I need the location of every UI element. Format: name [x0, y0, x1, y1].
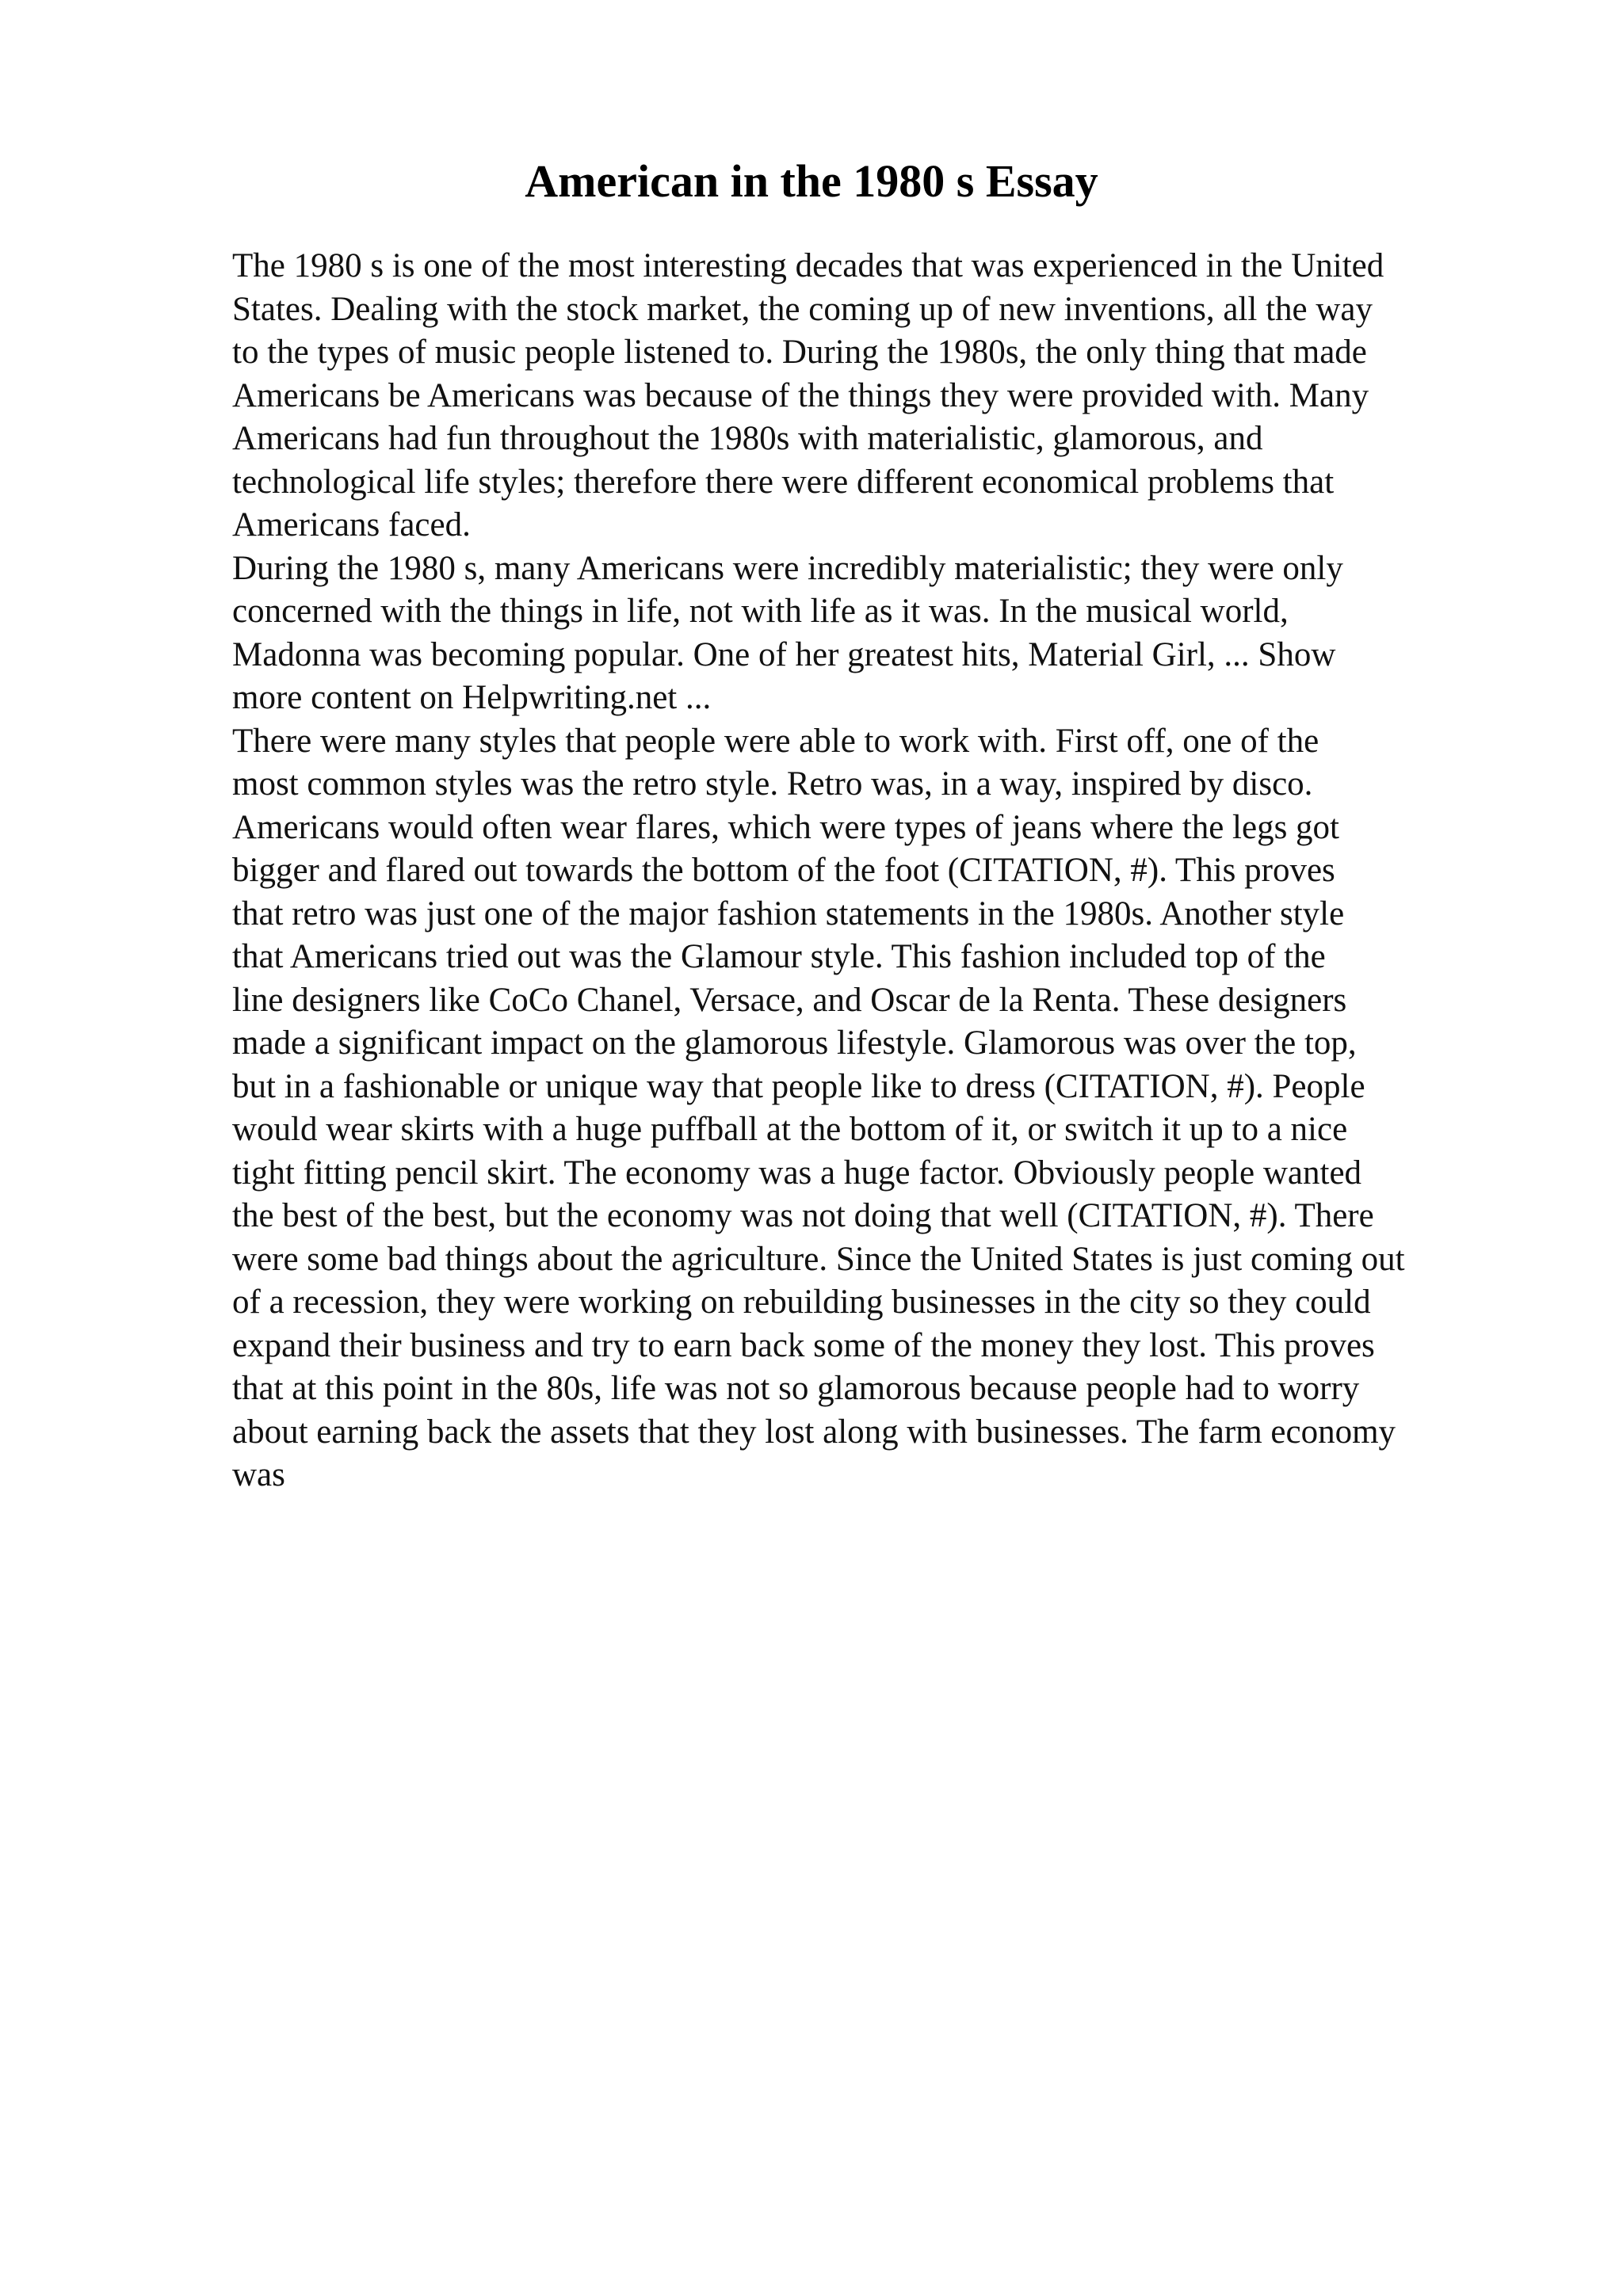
- text-line: The 1980 s is one of the most interesting decades that was experienced in the United: [232, 247, 1384, 284]
- text-line: States. Dealing with the stock market, the coming up of new inventions, all the way: [232, 290, 1373, 328]
- text-line: that retro was just one of the major fashion statements in the 1980s. Another style: [232, 894, 1345, 933]
- text-line: to the types of music people listened to. During the 1980s, the only thing that made: [232, 334, 1367, 371]
- text-line: tight fitting pencil skirt. The economy was a huge factor. Obviously people wanted: [232, 1154, 1362, 1192]
- text-line: concerned with the things in life, not with life as it was. In the musical world,: [232, 593, 1289, 630]
- text-line: Americans faced.: [232, 506, 471, 543]
- document-title: American in the 1980 s Essay: [525, 155, 1098, 207]
- text-line: but in a fashionable or unique way that people like to dress (CITATION, #). People: [232, 1067, 1365, 1105]
- text-line: the best of the best, but the economy was not doing that well (CITATION, #). There: [232, 1197, 1374, 1234]
- text-line: Americans had fun throughout the 1980s with materialistic, glamorous, and: [232, 420, 1263, 457]
- text-line: of a recession, they were working on rebuilding businesses in the city so they could: [232, 1283, 1371, 1321]
- text-line: Madonna was becoming popular. One of her greatest hits, Material Girl, ... Show: [232, 635, 1336, 673]
- text-line: were some bad things about the agriculture. Since the United States is just coming out: [232, 1240, 1405, 1278]
- text-line: more content on Helpwriting.net ...: [232, 679, 712, 716]
- essay-body: [232, 245, 1516, 1497]
- text-line: made a significant impact on the glamorous lifestyle. Glamorous was over the top,: [232, 1024, 1357, 1062]
- text-line: about earning back the assets that they lost along with businesses. The farm economy: [232, 1413, 1396, 1451]
- text-line: There were many styles that people were able to work with. First off, one of the: [232, 722, 1319, 760]
- text-line: Americans would often wear flares, which were types of jeans where the legs got: [232, 808, 1339, 846]
- text-line: expand their business and try to earn back some of the money they lost. This proves: [232, 1326, 1375, 1364]
- text-line: would wear skirts with a huge puffball at the bottom of it, or switch it up to a nice: [232, 1111, 1348, 1148]
- text-line: During the 1980 s, many Americans were incredibly materialistic; they were only: [232, 549, 1343, 587]
- text-line: that Americans tried out was the Glamour style. This fashion included top of the: [232, 938, 1326, 975]
- text-line: most common styles was the retro style. Retro was, in a way, inspired by disco.: [232, 765, 1313, 803]
- text-line: line designers like CoCo Chanel, Versace, and Oscar de la Renta. These designers: [232, 981, 1347, 1019]
- text-line: Americans be Americans was because of the things they were provided with. Many: [232, 376, 1369, 414]
- text-line: that at this point in the 80s, life was not so glamorous because people had to worry: [232, 1370, 1360, 1407]
- text-line: technological life styles; therefore there were different economical problems that: [232, 463, 1335, 501]
- text-line: bigger and flared out towards the bottom of the foot (CITATION, #). This proves: [232, 852, 1335, 889]
- text-line: was: [232, 1456, 285, 1493]
